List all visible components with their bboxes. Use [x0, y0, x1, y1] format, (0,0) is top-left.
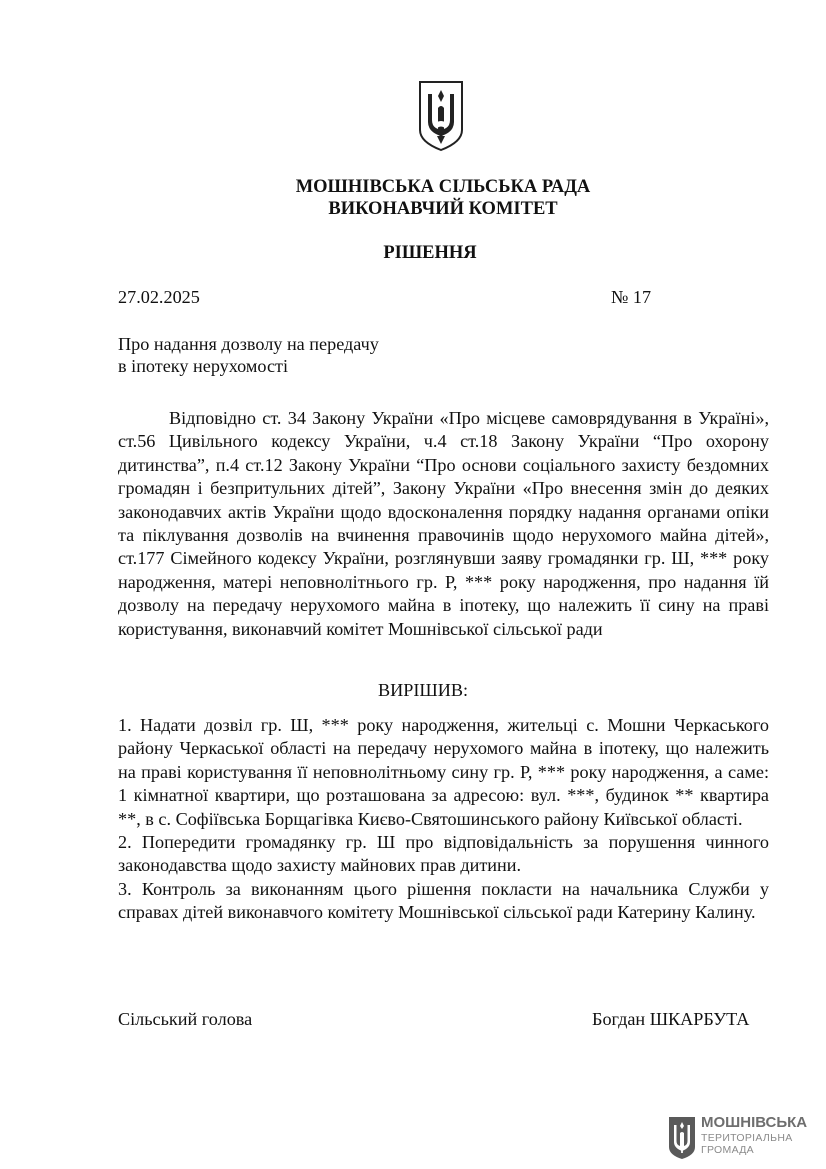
decided-heading: ВИРІШИВ: [377, 680, 469, 700]
logo-trident-icon [667, 1115, 697, 1161]
preamble-paragraph: Відповідно ст. 34 Закону України «Про місцеве самоврядування в Україні», ст.56 Цивільного кодексу України, ч.4 ст.18 Закону України “Про охорону дитинства”, п.4 ст.12 Закону України “Про основи соціального захисту бездомних громадян і безпритульних дітей”, Закону України «Про внесення змін до деяких законодавчих актів України щодо вдосконалення порядку надання органами опіки та піклування дозволів на вчинення правочинів щодо нерухомого майна дітей», ст.177 Сімейного кодексу України, розглянувши заяву громадянки гр. Ш, *** року народження, матері неповнолітнього гр. Р, *** року народження, про надання їй дозволу на передачу нерухомого майна в іпотеку, що належить її сину на праві користування, виконавчий комітет Мошнівської сільської ради [118, 408, 769, 639]
document-date: 27.02.2025 [118, 287, 200, 307]
logo-title: МОШНІВСЬКА [701, 1114, 808, 1131]
organization-name: МОШНІВСЬКА СІЛЬСЬКА РАДА [295, 177, 591, 197]
decision-point-2: 2. Попередити громадянку гр. Ш про відповідальність за порушення чинного законодавства щодо захисту майнових прав дитини. [118, 832, 769, 876]
logo-subtitle-1: ТЕРИТОРІАЛЬНА [701, 1132, 793, 1144]
logo-subtitle-2: ГРОМАДА [701, 1144, 754, 1156]
subject-line-1: Про надання дозволу на передачу [118, 334, 379, 354]
decision-points [118, 714, 769, 925]
signatory-name: Богдан ШКАРБУТА [592, 1009, 750, 1029]
committee-name: ВИКОНАВЧИЙ КОМІТЕТ [328, 199, 558, 219]
document-type-title: РІШЕННЯ [383, 243, 477, 263]
decision-point-3: 3. Контроль за виконанням цього рішення покласти на начальника Служби у справах дітей виконавчого комітету Мошнівської сільської ради Катерину Калину. [118, 878, 769, 923]
subject-line-2: в іпотеку нерухомості [118, 356, 289, 376]
community-logo [667, 1115, 807, 1161]
document-number: № 17 [611, 287, 652, 307]
decision-point-1: 1. Надати дозвіл гр. Ш, *** року народження, жительці с. Мошни Черкаського району Черкаської області на передачу нерухомого майна в іпотеку, що належить на праві користування її неповнолітньому сину гр. Р, *** року народження, а саме: 1 кімнатної квартири, що розташована за адресою: вул. ***, будинок ** квартира **, в с. Софіївська Борщагівка Києво-Святошинського району Київської області. [118, 715, 769, 829]
signatory-position: Сільський голова [118, 1009, 253, 1029]
coat-of-arms-trident-icon [417, 80, 465, 152]
